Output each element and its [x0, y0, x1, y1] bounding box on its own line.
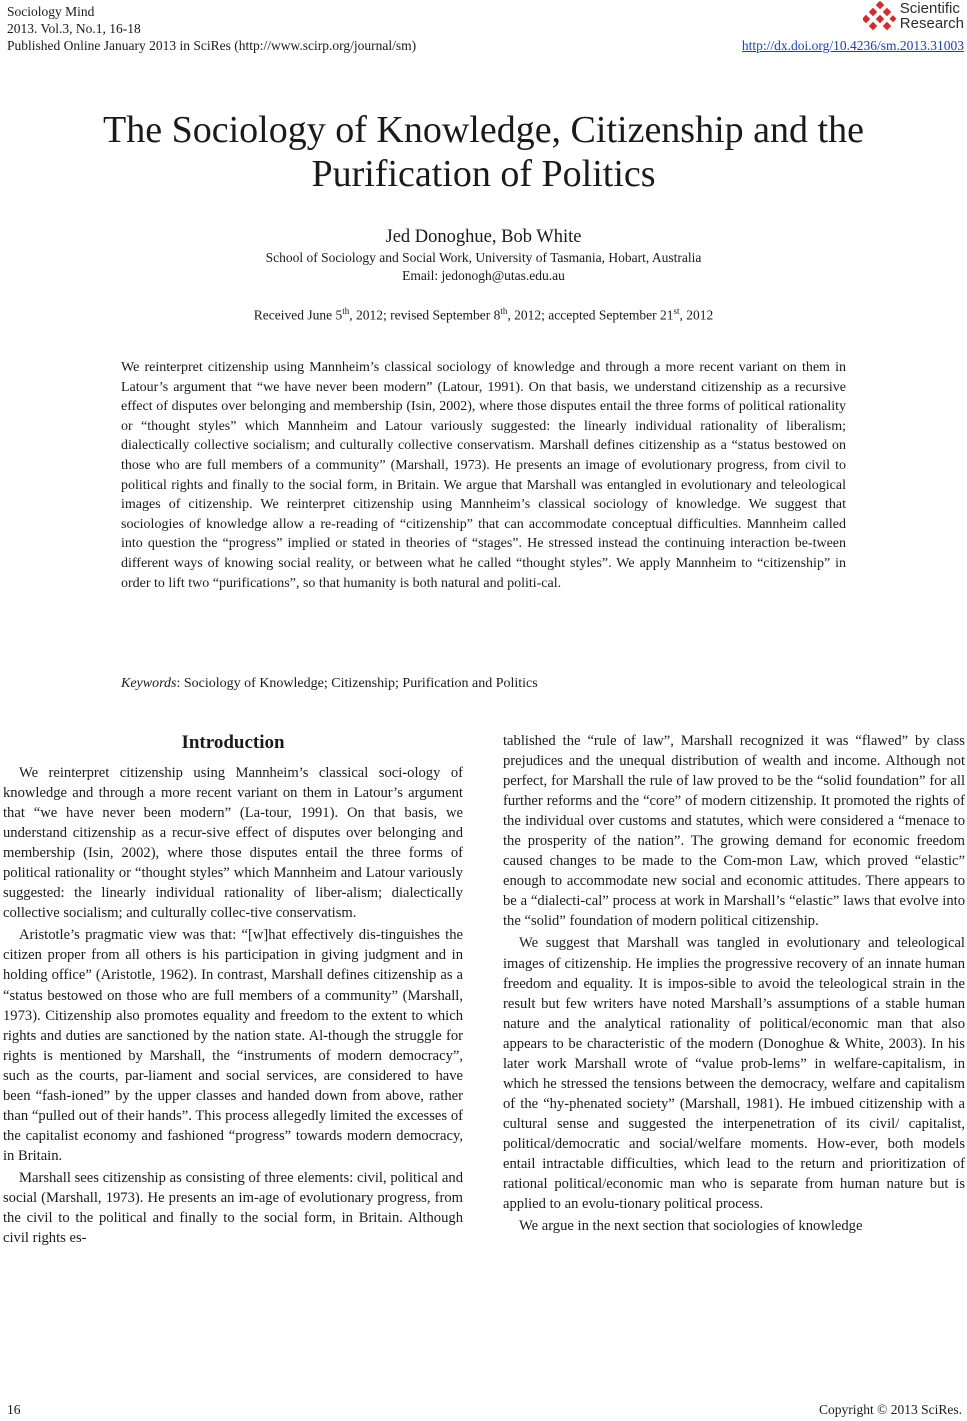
paragraph: We reinterpret citizenship using Mannheim’s classical soci-ology of knowledge and through a more recent variant on them in Latour’s argument that “we have never been modern” (La-tour, 1991). On that basis, we understand citizenship as a recur-sive effect of disputes over belonging and membership (Isin, 2002), where those disputes entail the three forms of political rationality or “thought styles” which Mannheim and Latour variously suggested: the linearly individual rationality of liber-alism; dialectically collective socialism; and culturally collec-tive conservatism.	[3, 765, 463, 922]
keywords-label: Keywords	[121, 676, 177, 691]
journal-name: Sociology Mind	[7, 4, 95, 19]
logo-text-line1: Scientific	[899, 0, 960, 17]
copyright: Copyright © 2013 SciRes.	[818, 1402, 962, 1417]
email: Email: jedonogh@utas.edu.au	[402, 268, 565, 283]
paragraph: We argue in the next section that sociologies of knowledge	[519, 1218, 863, 1235]
authors: Jed Donoghue, Bob White	[385, 227, 582, 247]
logo-text-line2: Research	[899, 15, 964, 32]
keywords-list: : Sociology of Knowledge; Citizenship; Purification and Politics	[176, 676, 538, 691]
journal-volume: 2013. Vol.3, No.1, 16-18	[7, 21, 141, 36]
section-heading-introduction: Introduction	[181, 732, 285, 753]
abstract: We reinterpret citizenship using Mannheim’s classical sociology of knowledge and through a more recent variant on them in Latour’s argument that “we have never been modern” (Latour, 1991). On that basis, we understand citizenship as a recursive effect of disputes over belonging and membership (Isin, 2002), where those disputes entail the three forms of political rationality or “thought styles” which Mannheim and Latour variously suggested: the linearly individual rationality of liberalism; dialectically collective socialism; and culturally collective conservatism. Marshall defines citizenship as a “status bestowed on those who are full members of a community” (Marshall, 1973). He presents an image of evolutionary progress, from civil to political rights and finally to the social form, in Britain. We argue that Marshall was entangled in evolutionary and teleological images of citizenship. We reinterpret citizenship using Mannheim’s classical sociology of knowledge. We suggest that sociologies of knowledge allow a re-reading of “citizenship” that can accommodate conceptual difficulties. Mannheim called into question the “progress” implied or stated in theories of “stages”. He stressed instead the continuing interaction be-tween different ways of knowing social reality, or between what he called “thought styles”. We apply Mannheim to “citizenship” in order to lift two “purifications”, so that humanity is both natural and politi-cal.	[121, 360, 846, 591]
journal-header	[7, 3, 416, 54]
left-column	[3, 730, 463, 1250]
scientific-research-logo	[863, 1, 964, 31]
publication-info: Published Online January 2013 in SciRes (http://www.scirp.org/journal/sm)	[7, 38, 417, 53]
article-title	[0, 108, 967, 196]
doi-link[interactable]: http://dx.doi.org/10.4236/sm.2013.31003	[741, 38, 964, 53]
keywords	[121, 675, 846, 693]
page-number: 16	[7, 1402, 21, 1417]
title-line-1: The Sociology of Knowledge, Citizenship and the	[103, 109, 864, 151]
right-column	[503, 731, 965, 1238]
received-dates: Received June 5th, 2012; revised September 8th, 2012; accepted September 21st, 2012	[253, 306, 714, 323]
paragraph: Aristotle’s pragmatic view was that: “[w]hat effectively dis-tinguishes the citizen proper from all others is his participation in giving judgment and in holding office” (Aristotle, 1962). In contrast, Marshall defines citizenship as a “status bestowed on those who are full members of a community” (Marshall, 1973). Citizenship also promotes equality and freedom to the extent to which rights and duties are sanctioned by the nation state. Al-though the struggle for rights is mentioned by Marshall, the “instruments of modern democracy”, such as the courts, par-liament and social services, are considered to have been “fash-ioned” by the upper classes and handed down from above, rather than “pulled out of their hands”. This process allegedly limited the excesses of the capitalist economy and fashioned “progress” towards modern democracy, in Britain.	[3, 927, 463, 1164]
paragraph-continuation: tablished the “rule of law”, Marshall recognized it was “flawed” by class prejudices and the unequal distribution of wealth and income. Although not perfect, for Marshall the rule of law proved to be the “solid foundation” for all further reforms and the “core” of modern citizenship. It promoted the rights of the individual over customs and statutes, which were considered a “menace to the prosperity of the nation”. The growing demand for economic freedom caused changes to be made to the Com-mon Law, which proved “elastic” enough to accommodate new social and economic attitudes. There appears to be a “dialecti-cal” process at work in Marshall’s “elastic” laws that evolve into the “solid” foundation of modern political citizenship.	[503, 733, 965, 930]
title-line-2: Purification of Politics	[311, 153, 656, 195]
logo-diamond-icon	[863, 1, 897, 31]
paragraph: We suggest that Marshall was tangled in evolutionary and teleological images of citizenship. He implies the progressive recovery of an innate human freedom and equality. It is impos-sible to avoid the teleological strain in the result but few writers have noted Marshall’s assumptions of a stable human nature and the analytical rationality of political/economic man that also appears to be characteristic of the modern (Donoghue & White, 2003). In his later work Marshall wrote of “value prob-lems” in welfare-capitalism, in which he stressed the tensions between the democracy, welfare and capitalism of the “hy-phenated society” (Marshall, 1981). He imbued citizenship with a cultural sense and suggested the interpenetration of its civil/ capitalist, political/democratic and social/welfare moments. How-ever, both models entail intractable difficulties, which lead to the return and prioritization of rational political/economic man who is separate from human nature but is applied to an evolu-tionary political process.	[503, 935, 965, 1213]
affiliation: School of Sociology and Social Work, University of Tasmania, Hobart, Australia	[265, 250, 702, 265]
paragraph: Marshall sees citizenship as consisting of three elements: civil, political and social (Marshall, 1973). He presents an im-age of evolutionary progress, from the civil to the political and finally to the social form, in Britain. Although civil rights es-	[3, 1169, 463, 1247]
